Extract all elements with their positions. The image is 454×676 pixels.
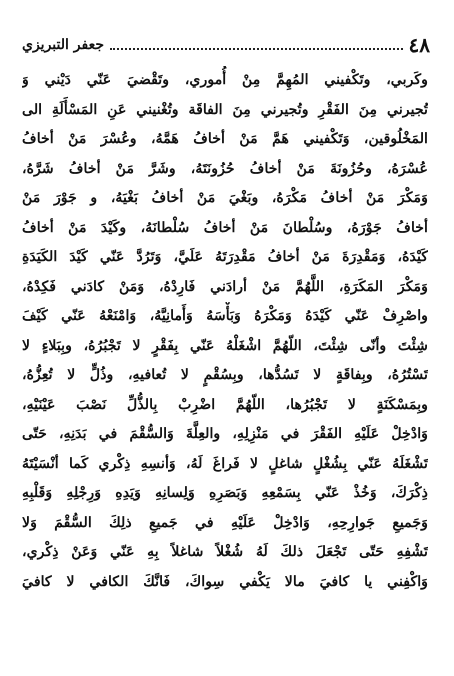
text-line: شِئْتَ وأنّى شِئْتَ، اللّهُمَّ اشْغَلْهُ عَنّي بِفَقْرٍ لا تَجْبُرُهُ، وبِبَلاءٍ لا (22, 337, 428, 354)
text-line: كَيْدَهُ، وَمَقْدِرَةَ مَنْ أخافُ مَقْدِرَتَهُ عَلَيَّ، وَتَرُدَّ عَنّي كَيْدَ الكَيَدَةِ (22, 249, 428, 265)
text-line: وكَربي، وتَكْفيني المُهِمَّ مِنْ أُموري، وتَقْضيَ عَنّي دَيْني وَ (22, 72, 428, 88)
text-line: أخافُ جَوْرَهُ، وسُلْطانَ مَنْ أخافُ سُلْطانَهُ، وكَيْدَ مَنْ أخافُ (22, 219, 428, 236)
text-line: وَمَكْرَ مَنْ أخافُ مَكْرَهُ، وبَغْيَ مَنْ أخافُ بَغْيَهُ، و جَوْرَ مَنْ (22, 190, 428, 206)
text-line: ذِكْرَكَ، وَخُذْ عَنّي بِسَمْعِهِ وَبَصَرِهِ وَلِسانِهِ وَيَدِهِ وَرِجْلِهِ وَقَلْبِهِ (22, 485, 428, 501)
text-line: تَشْغَلَهُ عَنّي بِشُغْلٍ شاغلٍ لا فَراغَ لَهُ، وَأنسِهِ ذِكْري كَما أنْسَيْتَهُ (22, 455, 428, 472)
page-number: ٤٨ (408, 33, 430, 57)
text-line: تَشْفِهِ حَتّى تَجْعَلَ ذلكَ لَهُ شُغْلاً شاغلاً بِهِ عَنّي وَعَنْ ذِكْري، (22, 544, 428, 560)
text-line: وَاكْفِني يا كافيَ مالا يَكْفي سِواكَ، فَانَّكَ الكافي لا كافيَ (22, 573, 428, 590)
text-line: وَمَكْرَ المَكَرَةِ، اللَّهُمَّ مَنْ أرادَني فَارِدْهُ، وَمَنْ كادَني فَكِدْهُ، (22, 278, 428, 295)
text-line: وبِمَسْكَنَةٍ لا تَجْبُرُها، اللّهُمَّ اضْرِبْ بِالذُّلِّ نَصْبَ عَيْنَيْهِ، (22, 396, 428, 413)
header-dotted-leader (110, 48, 403, 50)
page-header (22, 32, 430, 58)
text-line: وَادْخِلْ عَلَيْهِ الفَقْرَ في مَنْزِلِهِ، والعِلَّةَ وَالسُّقْمَ في بَدَنِهِ، حَتّى (22, 426, 428, 442)
running-title: جعفر التبريزي (22, 37, 104, 53)
body-text (22, 66, 428, 597)
text-line: عُسْرَهُ، وحُزُونَةَ مَنْ أخافُ حُزُونَتَهُ، وشَرَّ مَنْ أخافُ شَرَّهُ، (22, 160, 428, 177)
text-line: تُجيرني مِنَ الفَقْرِ وتُجيرني مِنَ الفاقَة وتُغْنيني عَنِ المَسْأَلَةِ الى (22, 101, 428, 118)
text-line: المَخْلُوقين، وَتَكْفيني هَمَّ مَنْ أخافُ هَمَّهُ، وعُسْرَ مَنْ أخافُ (22, 131, 428, 147)
text-line: واصْرِفْ عَنّي كَيْدَهُ وَمَكْرَهُ وَبَأْسَهُ وَأَمانِيَّهُ، وَامْنَعْهُ عَنّي كَيْفَ (22, 308, 428, 324)
text-line: وَجَميعِ جَوارِحِهِ، وَادْخِلْ عَلَيْهِ في جَميعِ ذلِكَ السُّقْمَ وَلا (22, 514, 428, 531)
text-line: تَسْتُرُهُ، وبِفاقَةٍ لا تَسُدُّها، وبِسُقْمٍ لا تُعافيهِ، وذُلٍّ لا تُعِزُّهُ، (22, 367, 428, 383)
